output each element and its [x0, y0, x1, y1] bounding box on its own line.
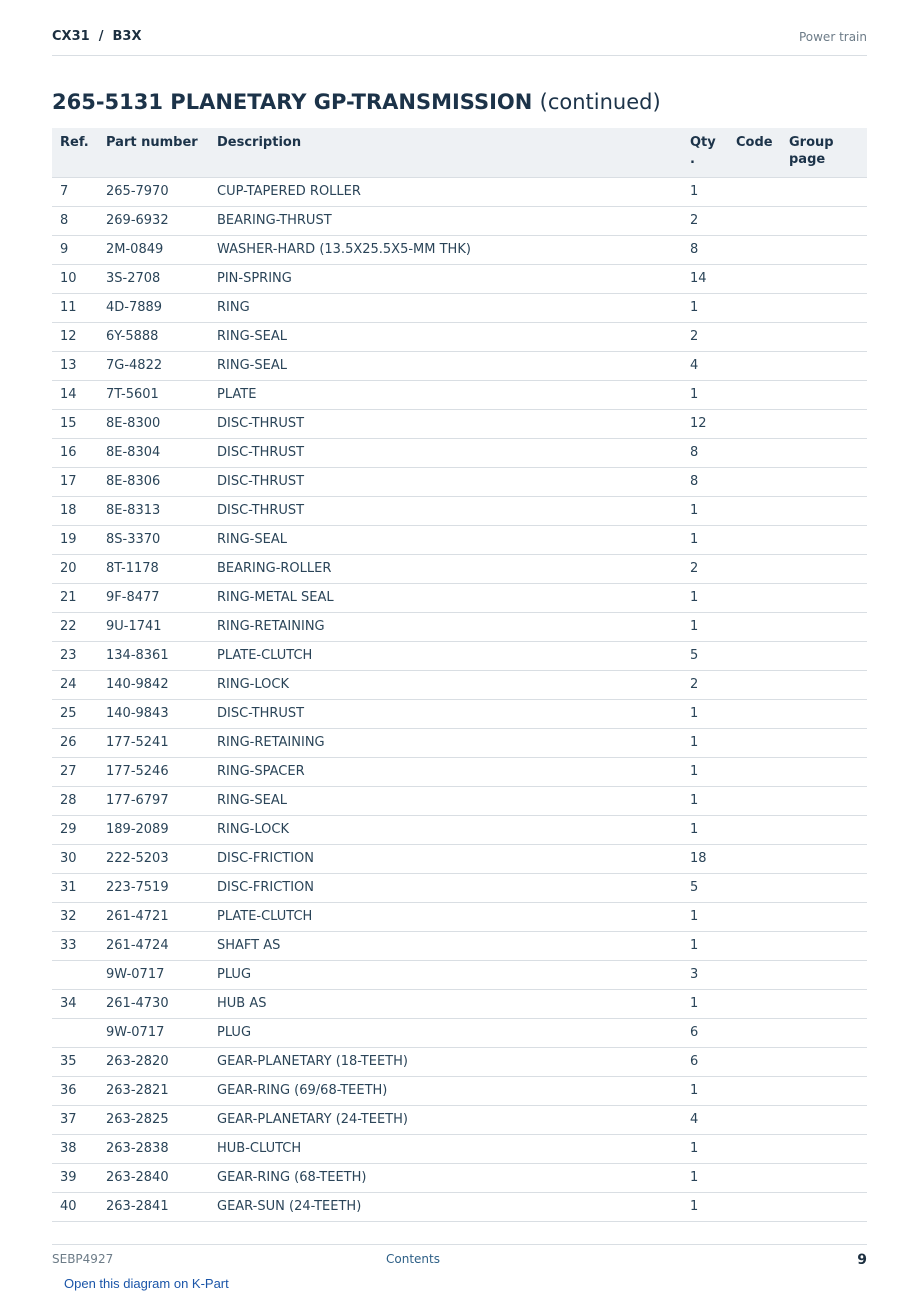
- code-cell: [728, 844, 781, 873]
- table-row: [52, 1134, 867, 1163]
- page-header: [52, 29, 867, 56]
- ref-cell: 8: [52, 206, 98, 235]
- open-k-part-link[interactable]: Open this diagram on K-Part: [64, 1276, 229, 1291]
- code-cell: [728, 264, 781, 293]
- qty-cell: 1: [682, 1163, 728, 1192]
- ref-cell: 40: [52, 1192, 98, 1221]
- part-number-cell: 223-7519: [98, 873, 209, 902]
- code-cell: [728, 902, 781, 931]
- ref-cell: 37: [52, 1105, 98, 1134]
- part-number-cell: 265-7970: [98, 177, 209, 206]
- ref-cell: 18: [52, 496, 98, 525]
- table-row: [52, 525, 867, 554]
- ref-cell: 10: [52, 264, 98, 293]
- table-row: [52, 351, 867, 380]
- part-number-cell: 8S-3370: [98, 525, 209, 554]
- description-cell: RING-LOCK: [209, 815, 682, 844]
- part-number-cell: 6Y-5888: [98, 322, 209, 351]
- code-cell: [728, 873, 781, 902]
- description-cell: SHAFT AS: [209, 931, 682, 960]
- ref-cell: 15: [52, 409, 98, 438]
- description-cell: GEAR-RING (68-TEETH): [209, 1163, 682, 1192]
- table-row: [52, 815, 867, 844]
- table-row: [52, 844, 867, 873]
- part-number-cell: 9U-1741: [98, 612, 209, 641]
- table-row: [52, 612, 867, 641]
- qty-cell: 3: [682, 960, 728, 989]
- code-cell: [728, 438, 781, 467]
- qty-cell: 12: [682, 409, 728, 438]
- group-page-cell: [781, 612, 867, 641]
- ref-cell: 22: [52, 612, 98, 641]
- group-page-cell: [781, 177, 867, 206]
- code-cell: [728, 293, 781, 322]
- group-page-cell: [781, 1105, 867, 1134]
- ref-cell: 29: [52, 815, 98, 844]
- qty-cell: 2: [682, 554, 728, 583]
- qty-cell: 1: [682, 728, 728, 757]
- qty-cell: 1: [682, 293, 728, 322]
- part-number-cell: 263-2820: [98, 1047, 209, 1076]
- description-cell: DISC-THRUST: [209, 467, 682, 496]
- qty-cell: 1: [682, 380, 728, 409]
- code-cell: [728, 351, 781, 380]
- code-cell: [728, 699, 781, 728]
- group-page-cell: [781, 1047, 867, 1076]
- part-number-cell: 263-2825: [98, 1105, 209, 1134]
- ref-cell: 35: [52, 1047, 98, 1076]
- description-cell: GEAR-RING (69/68-TEETH): [209, 1076, 682, 1105]
- table-row: [52, 641, 867, 670]
- part-number-cell: 8E-8306: [98, 467, 209, 496]
- qty-cell: 4: [682, 1105, 728, 1134]
- column-header-group-page: Group page: [781, 128, 867, 177]
- group-page-cell: [781, 699, 867, 728]
- table-row: [52, 1076, 867, 1105]
- table-row: [52, 409, 867, 438]
- part-number-cell: 9W-0717: [98, 1018, 209, 1047]
- description-cell: CUP-TAPERED ROLLER: [209, 177, 682, 206]
- qty-cell: 1: [682, 989, 728, 1018]
- qty-cell: 1: [682, 786, 728, 815]
- ref-cell: 12: [52, 322, 98, 351]
- column-header-code: Code: [728, 128, 781, 177]
- group-page-cell: [781, 960, 867, 989]
- description-cell: WASHER-HARD (13.5X25.5X5-MM THK): [209, 235, 682, 264]
- part-number-cell: 263-2821: [98, 1076, 209, 1105]
- table-row: [52, 931, 867, 960]
- code-cell: [728, 409, 781, 438]
- qty-cell: 8: [682, 467, 728, 496]
- code-cell: [728, 931, 781, 960]
- group-page-cell: [781, 815, 867, 844]
- ref-cell: 28: [52, 786, 98, 815]
- description-cell: BEARING-THRUST: [209, 206, 682, 235]
- part-number-cell: 177-5246: [98, 757, 209, 786]
- table-row: [52, 293, 867, 322]
- description-cell: PIN-SPRING: [209, 264, 682, 293]
- ref-cell: 9: [52, 235, 98, 264]
- group-page-cell: [781, 438, 867, 467]
- group-page-cell: [781, 467, 867, 496]
- section-label: Power train: [798, 30, 867, 44]
- description-cell: DISC-FRICTION: [209, 873, 682, 902]
- code-cell: [728, 496, 781, 525]
- table-row: [52, 902, 867, 931]
- qty-cell: 14: [682, 264, 728, 293]
- title-suffix: (continued): [539, 90, 661, 114]
- group-page-cell: [781, 670, 867, 699]
- part-number-cell: 7T-5601: [98, 380, 209, 409]
- ref-cell: 34: [52, 989, 98, 1018]
- ref-cell: 26: [52, 728, 98, 757]
- description-cell: GEAR-PLANETARY (24-TEETH): [209, 1105, 682, 1134]
- table-row: [52, 264, 867, 293]
- qty-cell: 2: [682, 670, 728, 699]
- group-page-cell: [781, 264, 867, 293]
- ref-cell: 27: [52, 757, 98, 786]
- qty-cell: 1: [682, 496, 728, 525]
- group-page-cell: [781, 1018, 867, 1047]
- part-number-cell: 263-2838: [98, 1134, 209, 1163]
- description-cell: GEAR-PLANETARY (18-TEETH): [209, 1047, 682, 1076]
- qty-cell: 5: [682, 641, 728, 670]
- group-page-cell: [781, 235, 867, 264]
- ref-cell: 19: [52, 525, 98, 554]
- qty-cell: 1: [682, 583, 728, 612]
- description-cell: PLATE-CLUTCH: [209, 641, 682, 670]
- description-cell: HUB-CLUTCH: [209, 1134, 682, 1163]
- group-page-cell: [781, 902, 867, 931]
- part-number-cell: 177-6797: [98, 786, 209, 815]
- table-row: [52, 873, 867, 902]
- table-row: [52, 786, 867, 815]
- description-cell: PLUG: [209, 960, 682, 989]
- code-cell: [728, 322, 781, 351]
- group-page-cell: [781, 641, 867, 670]
- part-number-cell: 8E-8313: [98, 496, 209, 525]
- qty-cell: 5: [682, 873, 728, 902]
- code-cell: [728, 467, 781, 496]
- table-row: [52, 380, 867, 409]
- code-cell: [728, 1134, 781, 1163]
- qty-cell: 1: [682, 815, 728, 844]
- table-row: [52, 554, 867, 583]
- description-cell: RING-SEAL: [209, 322, 682, 351]
- description-cell: DISC-THRUST: [209, 438, 682, 467]
- ref-cell: 16: [52, 438, 98, 467]
- code-cell: [728, 206, 781, 235]
- ref-cell: 38: [52, 1134, 98, 1163]
- group-page-cell: [781, 931, 867, 960]
- qty-cell: 1: [682, 931, 728, 960]
- code-cell: [728, 1047, 781, 1076]
- description-cell: RING-LOCK: [209, 670, 682, 699]
- description-cell: RING-SEAL: [209, 786, 682, 815]
- part-number-cell: 3S-2708: [98, 264, 209, 293]
- qty-cell: 1: [682, 612, 728, 641]
- part-number-cell: 4D-7889: [98, 293, 209, 322]
- ref-cell: 31: [52, 873, 98, 902]
- description-cell: RING-SEAL: [209, 351, 682, 380]
- ref-cell: 13: [52, 351, 98, 380]
- table-row: [52, 757, 867, 786]
- ref-cell: [52, 1018, 98, 1047]
- table-row: [52, 1018, 867, 1047]
- group-page-cell: [781, 496, 867, 525]
- qty-cell: 1: [682, 699, 728, 728]
- code-cell: [728, 989, 781, 1018]
- part-number-cell: 261-4724: [98, 931, 209, 960]
- part-number-cell: 9W-0717: [98, 960, 209, 989]
- part-number-cell: 263-2841: [98, 1192, 209, 1221]
- part-number-cell: 140-9843: [98, 699, 209, 728]
- description-cell: RING-SEAL: [209, 525, 682, 554]
- qty-cell: 1: [682, 1076, 728, 1105]
- column-header-description: Description: [209, 128, 682, 177]
- group-page-cell: [781, 844, 867, 873]
- code-cell: [728, 670, 781, 699]
- table-row: [52, 699, 867, 728]
- description-cell: GEAR-SUN (24-TEETH): [209, 1192, 682, 1221]
- code-cell: [728, 612, 781, 641]
- qty-cell: 1: [682, 177, 728, 206]
- description-cell: DISC-THRUST: [209, 496, 682, 525]
- table-row: [52, 438, 867, 467]
- model-label: CX31 / B3X: [52, 29, 142, 44]
- ref-cell: 20: [52, 554, 98, 583]
- description-cell: PLUG: [209, 1018, 682, 1047]
- table-row: [52, 960, 867, 989]
- description-cell: RING-SPACER: [209, 757, 682, 786]
- code-cell: [728, 1076, 781, 1105]
- group-page-cell: [781, 1134, 867, 1163]
- code-cell: [728, 525, 781, 554]
- table-row: [52, 177, 867, 206]
- table-row: [52, 496, 867, 525]
- page-number: 9: [857, 1252, 867, 1268]
- table-row: [52, 322, 867, 351]
- qty-cell: 4: [682, 351, 728, 380]
- group-page-cell: [781, 351, 867, 380]
- group-page-cell: [781, 206, 867, 235]
- ref-cell: 14: [52, 380, 98, 409]
- ref-cell: 24: [52, 670, 98, 699]
- ref-cell: 36: [52, 1076, 98, 1105]
- group-page-cell: [781, 989, 867, 1018]
- code-cell: [728, 1192, 781, 1221]
- qty-cell: 1: [682, 1134, 728, 1163]
- group-page-cell: [781, 583, 867, 612]
- description-cell: PLATE: [209, 380, 682, 409]
- code-cell: [728, 960, 781, 989]
- qty-cell: 6: [682, 1018, 728, 1047]
- part-number-cell: 8T-1178: [98, 554, 209, 583]
- contents-link[interactable]: Contents: [386, 1252, 440, 1266]
- code-cell: [728, 641, 781, 670]
- group-page-cell: [781, 380, 867, 409]
- ref-cell: 11: [52, 293, 98, 322]
- column-header-part-number: Part number: [98, 128, 209, 177]
- description-cell: BEARING-ROLLER: [209, 554, 682, 583]
- part-number-cell: 134-8361: [98, 641, 209, 670]
- qty-cell: 1: [682, 902, 728, 931]
- code-cell: [728, 1018, 781, 1047]
- ref-cell: 21: [52, 583, 98, 612]
- description-cell: PLATE-CLUTCH: [209, 902, 682, 931]
- qty-cell: 18: [682, 844, 728, 873]
- group-page-cell: [781, 786, 867, 815]
- group-page-cell: [781, 409, 867, 438]
- part-number-cell: 8E-8304: [98, 438, 209, 467]
- qty-cell: 1: [682, 757, 728, 786]
- column-header-ref: Ref.: [52, 128, 98, 177]
- part-number-cell: 261-4721: [98, 902, 209, 931]
- table-header-row: [52, 128, 867, 177]
- code-cell: [728, 815, 781, 844]
- part-number-cell: 2M-0849: [98, 235, 209, 264]
- ref-cell: [52, 960, 98, 989]
- ref-cell: 17: [52, 467, 98, 496]
- ref-cell: 25: [52, 699, 98, 728]
- description-cell: DISC-THRUST: [209, 699, 682, 728]
- table-row: [52, 670, 867, 699]
- ref-cell: 23: [52, 641, 98, 670]
- code-cell: [728, 728, 781, 757]
- title-main: 265-5131 PLANETARY GP-TRANSMISSION: [52, 90, 533, 114]
- part-number-cell: 222-5203: [98, 844, 209, 873]
- code-cell: [728, 583, 781, 612]
- description-cell: RING-METAL SEAL: [209, 583, 682, 612]
- group-page-cell: [781, 1076, 867, 1105]
- group-page-cell: [781, 1163, 867, 1192]
- group-page-cell: [781, 757, 867, 786]
- table-row: [52, 206, 867, 235]
- group-page-cell: [781, 525, 867, 554]
- group-page-cell: [781, 554, 867, 583]
- ref-cell: 30: [52, 844, 98, 873]
- description-cell: HUB AS: [209, 989, 682, 1018]
- qty-cell: 6: [682, 1047, 728, 1076]
- qty-cell: 2: [682, 322, 728, 351]
- ref-cell: 33: [52, 931, 98, 960]
- table-row: [52, 728, 867, 757]
- part-number-cell: 140-9842: [98, 670, 209, 699]
- part-number-cell: 263-2840: [98, 1163, 209, 1192]
- table-row: [52, 1047, 867, 1076]
- part-number-cell: 177-5241: [98, 728, 209, 757]
- qty-cell: 1: [682, 525, 728, 554]
- page-title: [52, 90, 661, 114]
- group-page-cell: [781, 293, 867, 322]
- group-page-cell: [781, 1192, 867, 1221]
- code-cell: [728, 1105, 781, 1134]
- footer-divider: [52, 1244, 867, 1245]
- description-cell: RING: [209, 293, 682, 322]
- table-row: [52, 989, 867, 1018]
- group-page-cell: [781, 873, 867, 902]
- document-id: SEBP4927: [52, 1252, 114, 1266]
- column-header-qty: Qty .: [682, 128, 728, 177]
- part-number-cell: 9F-8477: [98, 583, 209, 612]
- table-row: [52, 1192, 867, 1221]
- qty-cell: 8: [682, 438, 728, 467]
- code-cell: [728, 757, 781, 786]
- code-cell: [728, 380, 781, 409]
- code-cell: [728, 786, 781, 815]
- part-number-cell: 8E-8300: [98, 409, 209, 438]
- description-cell: DISC-FRICTION: [209, 844, 682, 873]
- group-page-cell: [781, 322, 867, 351]
- part-number-cell: 261-4730: [98, 989, 209, 1018]
- table-row: [52, 235, 867, 264]
- description-cell: RING-RETAINING: [209, 612, 682, 641]
- code-cell: [728, 1163, 781, 1192]
- qty-cell: 8: [682, 235, 728, 264]
- qty-cell: 2: [682, 206, 728, 235]
- table-row: [52, 1105, 867, 1134]
- parts-table: [52, 128, 867, 1222]
- ref-cell: 32: [52, 902, 98, 931]
- part-number-cell: 7G-4822: [98, 351, 209, 380]
- table-row: [52, 583, 867, 612]
- code-cell: [728, 235, 781, 264]
- table-row: [52, 1163, 867, 1192]
- ref-cell: 39: [52, 1163, 98, 1192]
- description-cell: RING-RETAINING: [209, 728, 682, 757]
- part-number-cell: 269-6932: [98, 206, 209, 235]
- code-cell: [728, 554, 781, 583]
- description-cell: DISC-THRUST: [209, 409, 682, 438]
- qty-cell: 1: [682, 1192, 728, 1221]
- code-cell: [728, 177, 781, 206]
- part-number-cell: 189-2089: [98, 815, 209, 844]
- ref-cell: 7: [52, 177, 98, 206]
- table-row: [52, 467, 867, 496]
- group-page-cell: [781, 728, 867, 757]
